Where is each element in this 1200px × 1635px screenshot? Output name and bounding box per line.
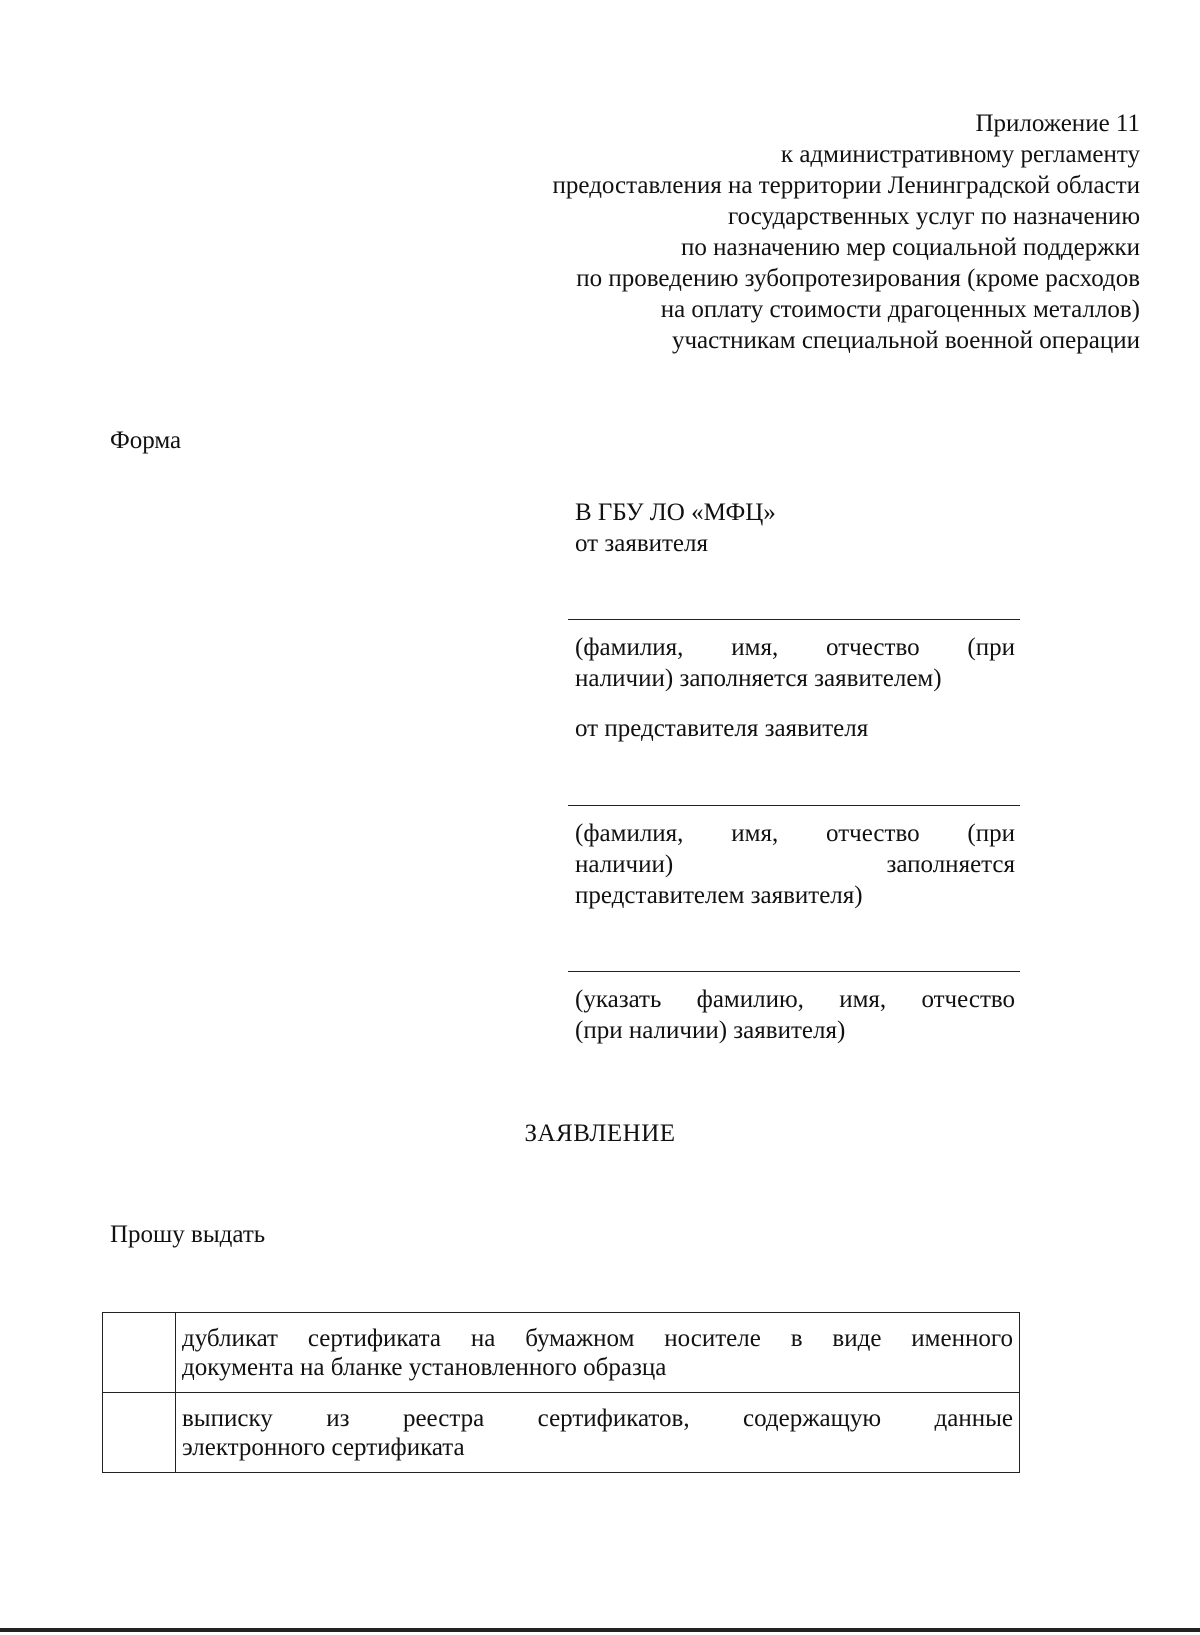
- hint-line: (при наличии) заявителя): [575, 1017, 846, 1044]
- applicant-name-by-representative-field[interactable]: [568, 971, 1020, 972]
- scan-edge-rule: [0, 1628, 1200, 1632]
- from-applicant-label: от заявителя: [575, 530, 708, 557]
- applicant-name-hint: [575, 632, 1015, 694]
- applicant-name-by-representative-hint: [575, 984, 1015, 1046]
- hint-line: представителем заявителя): [575, 882, 863, 909]
- option-checkbox[interactable]: [103, 1393, 176, 1473]
- header-line: к административному регламенту: [780, 141, 1140, 168]
- option-line: документа на бланке установленного образца: [182, 1354, 667, 1381]
- options-table: [102, 1312, 1020, 1473]
- option-text: [176, 1393, 1020, 1473]
- header-line: Приложение 11: [975, 110, 1140, 137]
- option-row: [103, 1393, 1020, 1473]
- header-line: по назначению мер социальной поддержки: [680, 234, 1140, 261]
- appendix-header: [420, 108, 1140, 356]
- option-text: [176, 1313, 1020, 1393]
- option-checkbox[interactable]: [103, 1313, 176, 1393]
- option-row: [103, 1313, 1020, 1393]
- header-line: предоставления на территории Ленинградской области: [552, 172, 1140, 199]
- hint-line: (указать фамилию, имя, отчество: [575, 986, 1015, 1013]
- header-line: участникам специальной военной операции: [671, 327, 1140, 354]
- header-line: на оплату стоимости драгоценных металлов): [660, 296, 1140, 323]
- document-title: ЗАЯВЛЕНИЕ: [524, 1120, 676, 1147]
- hint-line: наличии) заполняется: [575, 851, 1015, 878]
- addressee-to: В ГБУ ЛО «МФЦ»: [575, 499, 776, 526]
- from-representative-label: от представителя заявителя: [575, 715, 869, 742]
- form-label: Форма: [110, 427, 182, 454]
- option-line: дубликат сертификата на бумажном носителе в виде именного: [182, 1325, 1013, 1352]
- request-label: Прошу выдать: [110, 1221, 266, 1248]
- representative-name-field[interactable]: [568, 805, 1020, 806]
- applicant-name-field[interactable]: [568, 619, 1020, 620]
- header-line: по проведению зубопротезирования (кроме расходов: [576, 265, 1140, 292]
- option-line: электронного сертификата: [182, 1434, 465, 1461]
- header-line: государственных услуг по назначению: [728, 203, 1140, 230]
- option-line: выписку из реестра сертификатов, содержащую данные: [182, 1405, 1013, 1432]
- addressee-block: [575, 497, 1015, 559]
- hint-line: (фамилия, имя, отчество (при: [575, 820, 1015, 847]
- hint-line: наличии) заполняется заявителем): [575, 665, 942, 692]
- representative-name-hint: [575, 818, 1015, 911]
- hint-line: (фамилия, имя, отчество (при: [575, 634, 1015, 661]
